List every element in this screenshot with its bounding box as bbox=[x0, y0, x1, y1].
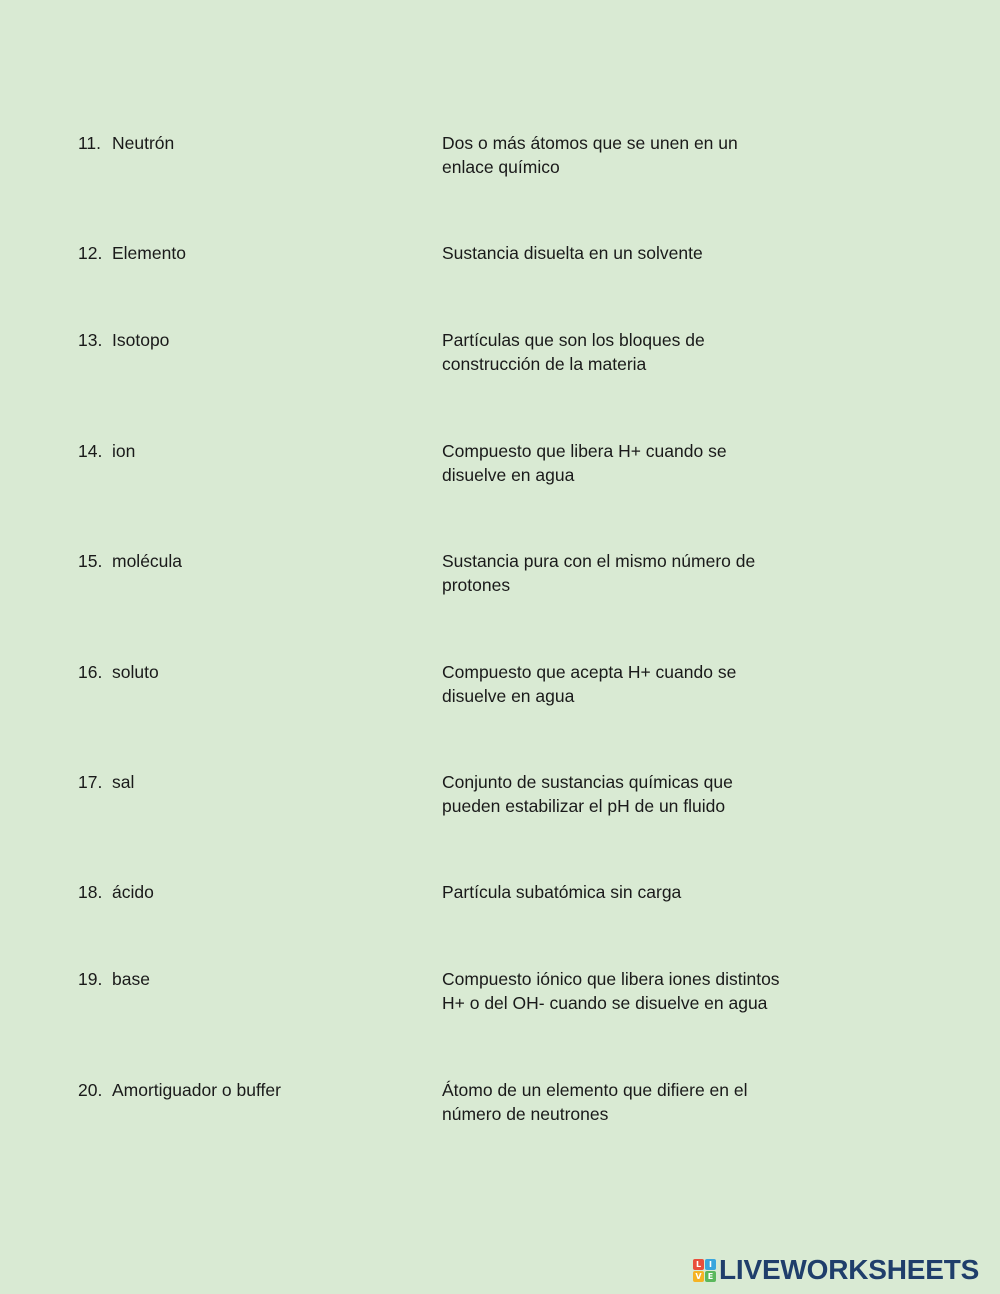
definition-line: Átomo de un elemento que difiere en el bbox=[442, 1080, 748, 1100]
term-label: ion bbox=[112, 441, 136, 461]
logo-text: LIVEWORKSHEETS bbox=[719, 1254, 980, 1285]
definition bbox=[442, 241, 812, 265]
definition bbox=[442, 770, 812, 818]
term bbox=[78, 1078, 418, 1102]
definition bbox=[442, 1078, 812, 1126]
definition-line: H+ o del OH- cuando se disuelve en agua bbox=[442, 993, 768, 1013]
term bbox=[78, 967, 418, 991]
item-number: 14. bbox=[78, 441, 103, 461]
term-label: soluto bbox=[112, 662, 159, 682]
definition-line: construcción de la materia bbox=[442, 354, 647, 374]
item-number: 18. bbox=[78, 882, 103, 902]
term bbox=[78, 660, 418, 684]
item-number: 16. bbox=[78, 662, 103, 682]
definition-line: Partículas que son los bloques de bbox=[442, 330, 705, 350]
term-label: base bbox=[112, 969, 150, 989]
liveworksheets-icon bbox=[693, 1259, 716, 1282]
logo-tile-l: L bbox=[693, 1259, 704, 1270]
logo-tile-e: E bbox=[705, 1271, 716, 1282]
item-number: 17. bbox=[78, 772, 103, 792]
term-label: molécula bbox=[112, 551, 183, 571]
item-number: 20. bbox=[78, 1080, 103, 1100]
term-label: sal bbox=[112, 772, 135, 792]
definition-line: Partícula subatómica sin carga bbox=[442, 882, 682, 902]
definition-line: enlace químico bbox=[442, 157, 560, 177]
definition bbox=[442, 880, 812, 904]
logo-tile-v: V bbox=[693, 1271, 704, 1282]
term bbox=[78, 131, 418, 155]
term bbox=[78, 241, 418, 265]
item-number: 12. bbox=[78, 243, 103, 263]
term-label: ácido bbox=[112, 882, 154, 902]
definition-line: Compuesto que libera H+ cuando se bbox=[442, 441, 727, 461]
term-label: Amortiguador o buffer bbox=[112, 1080, 281, 1100]
term bbox=[78, 439, 418, 463]
item-number: 13. bbox=[78, 330, 103, 350]
definition-line: número de neutrones bbox=[442, 1104, 609, 1124]
term bbox=[78, 880, 418, 904]
definition bbox=[442, 549, 812, 597]
definition-line: protones bbox=[442, 575, 511, 595]
liveworksheets-logo[interactable] bbox=[693, 1255, 979, 1285]
item-number: 11. bbox=[78, 133, 102, 153]
item-number: 15. bbox=[78, 551, 103, 571]
definition-line: Dos o más átomos que se unen en un bbox=[442, 133, 738, 153]
definition bbox=[442, 328, 812, 376]
term bbox=[78, 328, 418, 352]
definition-line: Sustancia disuelta en un solvente bbox=[442, 243, 703, 263]
definition-line: Sustancia pura con el mismo número de bbox=[442, 551, 756, 571]
term bbox=[78, 549, 418, 573]
definition bbox=[442, 439, 812, 487]
definition bbox=[442, 660, 812, 708]
definition bbox=[442, 967, 812, 1015]
definition-line: pueden estabilizar el pH de un fluido bbox=[442, 796, 726, 816]
item-number: 19. bbox=[78, 969, 103, 989]
definition-line: Conjunto de sustancias químicas que bbox=[442, 772, 733, 792]
definition-line: disuelve en agua bbox=[442, 686, 575, 706]
definition-line: Compuesto iónico que libera iones distintos bbox=[442, 969, 780, 989]
definition-line: Compuesto que acepta H+ cuando se bbox=[442, 662, 737, 682]
term-label: Neutrón bbox=[112, 133, 175, 153]
term bbox=[78, 770, 418, 794]
definition bbox=[442, 131, 812, 179]
definition-line: disuelve en agua bbox=[442, 465, 575, 485]
term-label: Elemento bbox=[112, 243, 186, 263]
term-label: Isotopo bbox=[112, 330, 170, 350]
logo-tile-i: I bbox=[705, 1259, 716, 1270]
